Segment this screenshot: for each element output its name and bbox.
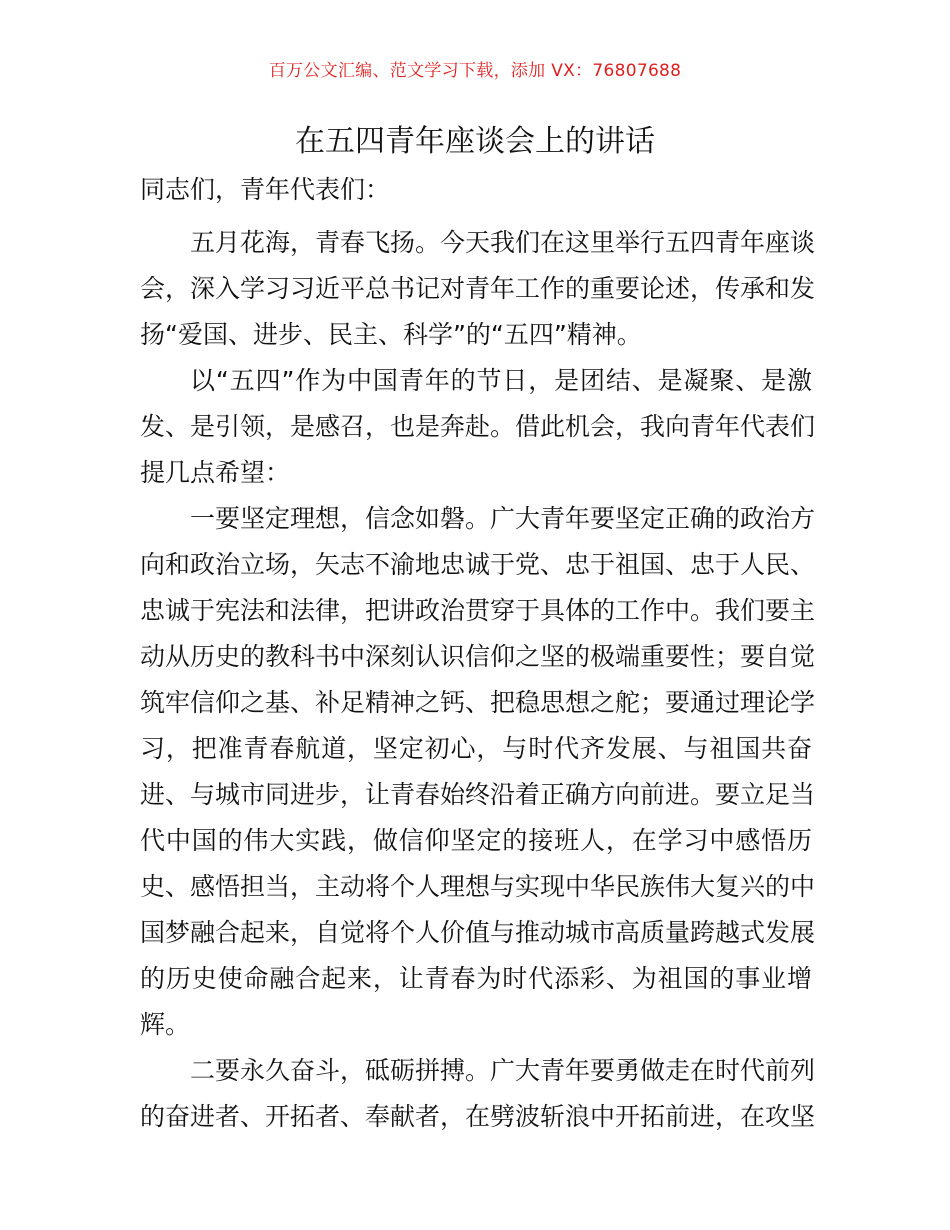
paragraph-line: 代中国的伟大实践，做信仰坚定的接班人，在学习中感悟历 [140,826,812,855]
paragraph-line: 提几点希望： [140,458,291,487]
document-body [140,167,816,1140]
paragraph-line: 史、感悟担当，主动将个人理想与实现中华民族伟大复兴的中 [140,872,816,901]
paragraph-line: 发、是引领，是感召，也是奔赴。借此机会，我向青年代表们 [140,412,816,441]
paragraph-line: 辉。 [140,1010,191,1039]
paragraph-line: 动从历史的教科书中深刻认识信仰之坚的极端重要性；要自觉 [140,642,816,671]
greeting: 同志们，青年代表们： [140,175,391,204]
paragraphs [140,220,816,1140]
paragraph-line: 的历史使命融合起来，让青春为时代添彩、为祖国的事业增 [140,964,812,993]
paragraph-line: 习，把准青春航道，坚定初心，与时代齐发展、与祖国共奋 [140,734,812,763]
paragraph [140,358,816,496]
paragraph-line: 的奋进者、开拓者、奉献者，在劈波斩浪中开拓前进，在攻坚 [140,1102,816,1131]
paragraph-line: 五月花海，青春飞扬。今天我们在这里举行五四青年座谈 [190,228,816,257]
paragraph-line: 一要坚定理想，信念如磐。广大青年要坚定正确的政治方 [190,504,816,533]
paragraph-line: 会，深入学习习近平总书记对青年工作的重要论述，传承和发 [140,274,816,303]
document-title: 在五四青年座谈会上的讲话 [295,124,655,159]
watermark-banner: 百万公文汇编、范文学习下载，添加 VX：76807688 [268,61,682,81]
paragraph-line: 筑牢信仰之基、补足精神之钙、把稳思想之舵；要通过理论学 [140,688,816,717]
paragraph-line: 国梦融合起来，自觉将个人价值与推动城市高质量跨越式发展 [140,918,816,947]
paragraph-line: 向和政治立场，矢志不渝地忠诚于党、忠于祖国、忠于人民、 [140,550,816,579]
paragraph [140,1048,816,1140]
paragraph [140,496,816,1048]
paragraph-line: 二要永久奋斗，砥砺拼搏。广大青年要勇做走在时代前列 [190,1056,816,1085]
paragraph-line: 进、与城市同进步，让青春始终沿着正确方向前进。要立足当 [140,780,816,809]
paragraph-line: 以“五四”作为中国青年的节日，是团结、是凝聚、是激 [190,366,812,395]
paragraph-line: 忠诚于宪法和法律，把讲政治贯穿于具体的工作中。我们要主 [140,596,816,625]
paragraph-line: 扬“爱国、进步、民主、科学”的“五四”精神。 [140,320,642,349]
paragraph [140,220,816,358]
